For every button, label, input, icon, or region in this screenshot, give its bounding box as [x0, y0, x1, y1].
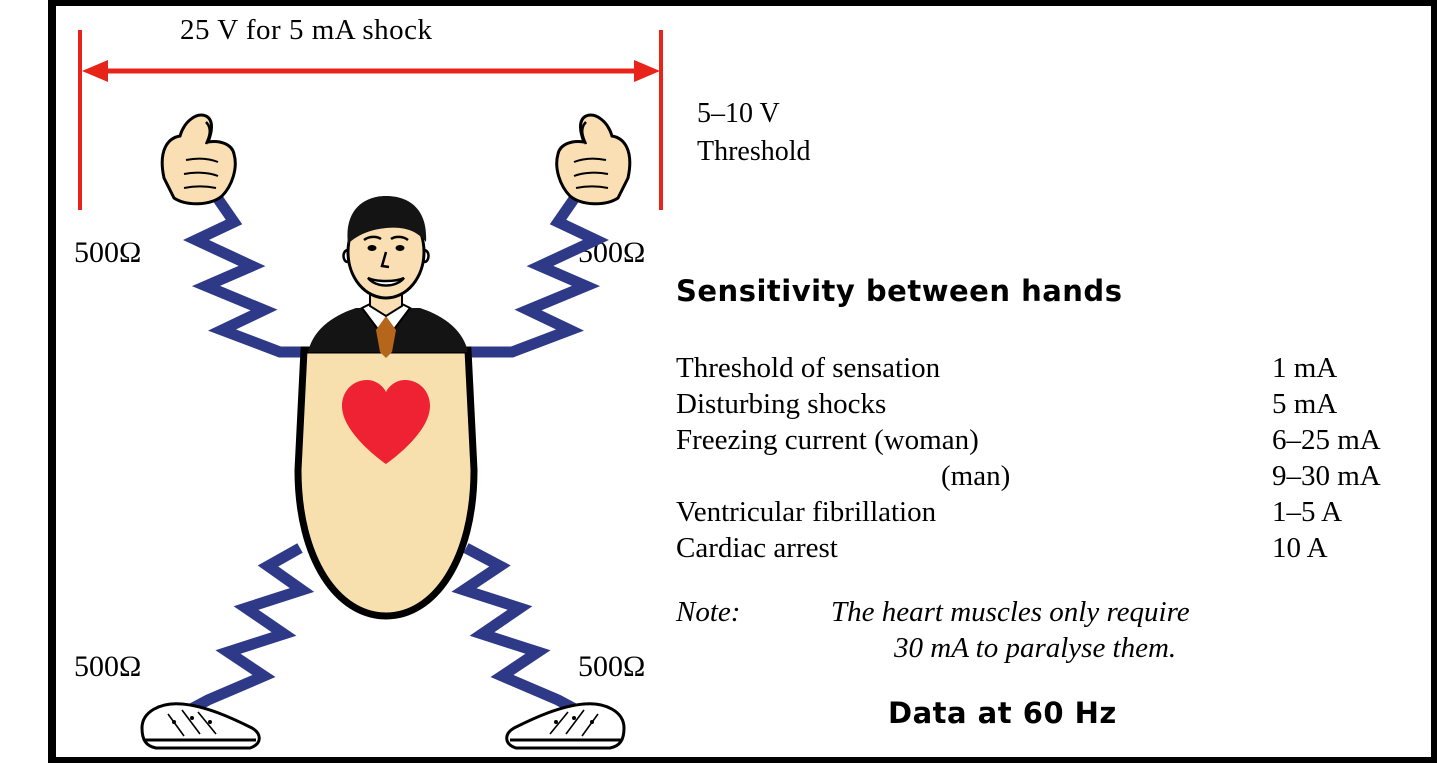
shoe-left-icon — [142, 704, 259, 748]
table-row — [676, 388, 1406, 424]
table-row — [676, 424, 1406, 460]
frame-left-border — [48, 0, 56, 763]
resistor-label-top-left: 500Ω — [74, 236, 142, 269]
torso-shape — [298, 350, 474, 616]
panel-heading: Sensitivity between hands — [676, 274, 1123, 308]
threshold-voltage: 5–10 V — [697, 98, 780, 129]
row-label: (man) — [941, 460, 1011, 492]
table-row — [676, 496, 1406, 532]
row-value: 5 mA — [1272, 388, 1338, 420]
sensitivity-table — [676, 352, 1406, 568]
table-row — [676, 532, 1406, 568]
resistor-zigzag-bottom-left — [178, 548, 302, 716]
resistor-label-top-right: 500Ω — [578, 236, 646, 269]
human-body-figure — [56, 0, 726, 763]
frame-right-border — [1431, 0, 1437, 763]
note-label: Note: — [676, 596, 741, 628]
dimension-label: 25 V for 5 mA shock — [180, 14, 433, 46]
row-label: Freezing current (woman) — [676, 424, 979, 456]
row-value: 9–30 mA — [1272, 460, 1381, 492]
threshold-word: Threshold — [697, 135, 811, 167]
note-line-2: 30 mA to paralyse them. — [894, 632, 1177, 664]
row-value: 1–5 A — [1272, 496, 1343, 528]
note-line-1: The heart muscles only require — [831, 596, 1190, 628]
shoe-right-icon — [507, 704, 624, 748]
hand-left-icon — [162, 115, 235, 204]
footer-note: Data at 60 Hz — [888, 696, 1117, 730]
head-and-shoulders — [308, 196, 468, 358]
row-label: Cardiac arrest — [676, 532, 838, 564]
resistor-zigzag-top-left — [196, 196, 304, 352]
row-value: 1 mA — [1272, 352, 1338, 384]
row-label: Disturbing shocks — [676, 388, 887, 420]
resistor-label-bottom-left: 500Ω — [74, 650, 142, 683]
table-row — [676, 352, 1406, 388]
row-value: 6–25 mA — [1272, 424, 1381, 456]
row-label: Ventricular fibrillation — [676, 496, 937, 528]
table-row — [676, 460, 1406, 496]
row-label: Threshold of sensation — [676, 352, 941, 384]
row-value: 10 A — [1272, 532, 1328, 564]
resistor-zigzag-top-right — [468, 196, 596, 352]
hand-right-icon — [557, 115, 630, 204]
resistor-zigzag-bottom-right — [464, 548, 588, 716]
resistor-label-bottom-right: 500Ω — [578, 650, 646, 683]
